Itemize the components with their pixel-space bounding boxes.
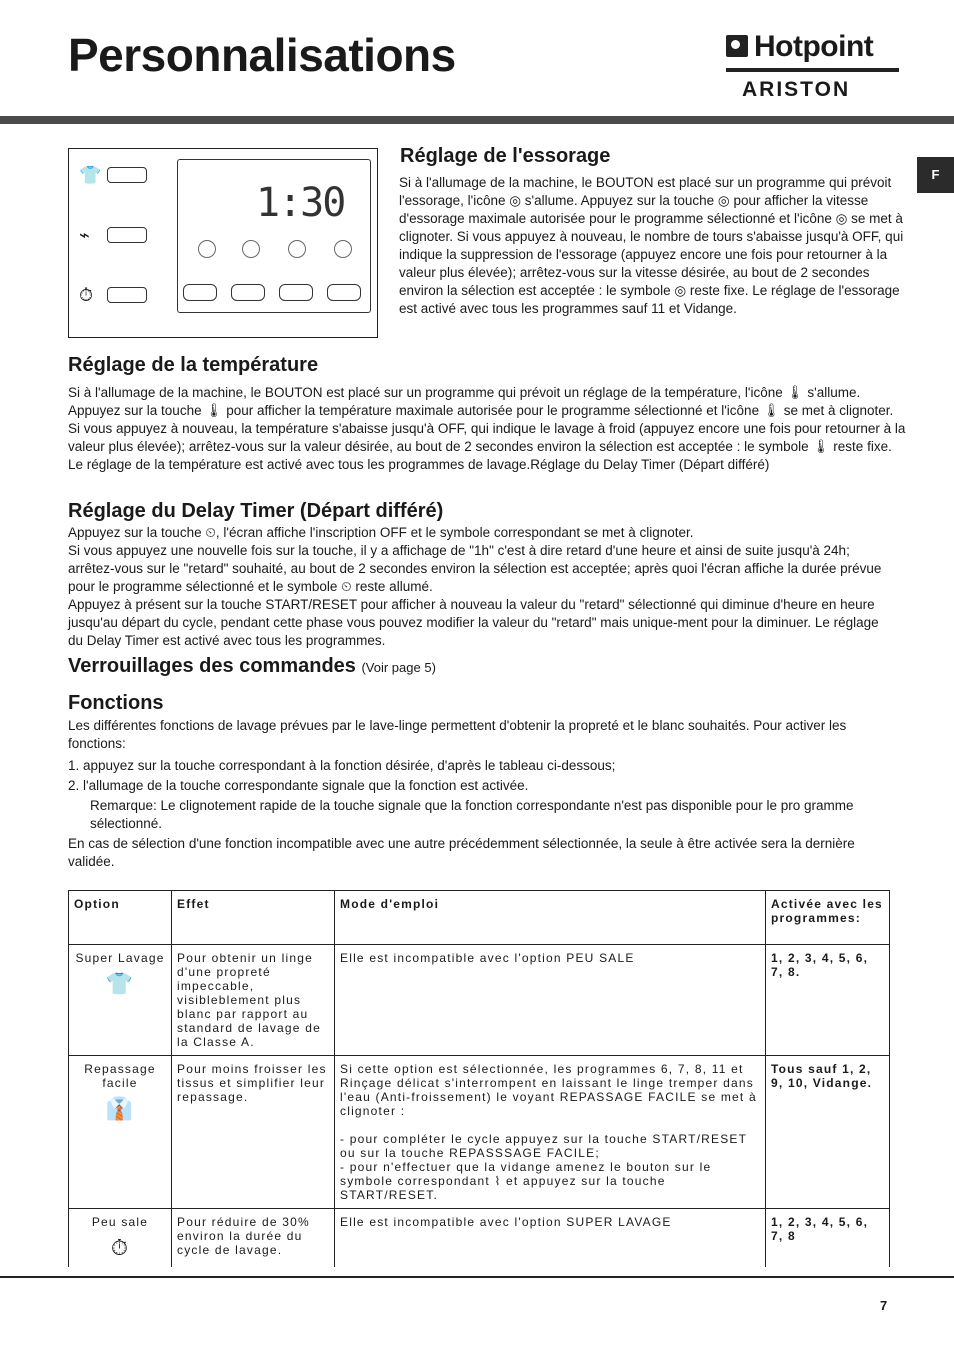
option-name: Peu sale bbox=[91, 1215, 149, 1229]
page-number: 7 bbox=[880, 1298, 888, 1313]
table-row bbox=[69, 1056, 890, 1209]
option-name: Repassage facile bbox=[84, 1062, 156, 1090]
option-cell bbox=[69, 945, 172, 1056]
display-button bbox=[279, 284, 313, 301]
logo-sub: ARISTON bbox=[742, 78, 851, 101]
panel-button bbox=[107, 227, 147, 243]
option-name: Super Lavage bbox=[75, 951, 165, 965]
essorage-body bbox=[399, 174, 904, 318]
programmes-cell: 1, 2, 3, 4, 5, 6, 7, 8 bbox=[766, 1209, 890, 1268]
temperature-body bbox=[68, 384, 908, 474]
table-header: Effet bbox=[172, 891, 335, 945]
delay-body bbox=[68, 524, 888, 650]
panel-button bbox=[107, 167, 147, 183]
section-title-temperature: Réglage de la température bbox=[68, 354, 319, 376]
shirt-stain-icon: 👕 bbox=[105, 971, 135, 996]
brand-logo bbox=[726, 30, 902, 102]
paragraph: Les différentes fonctions de lavage prévues par le lave-linge permettent d'obtenir la propreté et le blanc souhaités. Pour activer les fonctions: bbox=[68, 718, 847, 751]
paragraph: Si à l'allumage de la machine, le BOUTON est placé sur un programme qui prévoit un réglage de la température, l'icône 🌡 s'allume. Appuyez sur la touche 🌡 pour afficher la température maximale autorisée pour le programme sélectionné et l'icône 🌡 se met à clignoter. Si vous appuyez à nouveau, la température s'abaisse jusqu'à OFF, qui indique le lavage à froid (appuyez encore une fois pour retourner à la valeur plus élevée); arrêtez-vous sur la valeur désirée, au bout de 2 secondes environ la sélection est acceptée : le symbole 🌡 reste fixe. bbox=[68, 385, 906, 454]
shirt-stain-icon: 👕 bbox=[79, 165, 102, 185]
list-item: 1. appuyez sur la touche correspondant à la fonction désirée, d'après le tableau ci-dessous; bbox=[68, 758, 616, 773]
lcd-display bbox=[177, 159, 371, 313]
paragraph: Appuyez à présent sur la touche START/RESET pour afficher à nouveau la valeur du "retard" sélectionné qui diminue d'heure en heure jusqu'au départ du cycle, pendant cette phase vous pouvez modifier la valeur du "retard" mais unique-ment pour la diminuer. Le réglage du Delay Timer est activé avec tous les programmes. bbox=[68, 597, 879, 648]
programmes-cell: Tous sauf 1, 2, 9, 10, Vidange. bbox=[766, 1056, 890, 1209]
display-button bbox=[231, 284, 265, 301]
effet-cell: Pour obtenir un linge d'une propreté impeccable, visibleblement plus blanc par rapport au standard de lavage de la Classe A. bbox=[172, 945, 335, 1056]
header-rule bbox=[0, 116, 954, 124]
display-button bbox=[327, 284, 361, 301]
option-cell bbox=[69, 1056, 172, 1209]
option-cell bbox=[69, 1209, 172, 1268]
footer-rule bbox=[0, 1276, 954, 1278]
list-item: 2. l'allumage de la touche correspondante signale que la fonction est activée. bbox=[68, 778, 529, 793]
table-header: Activée avec les programmes: bbox=[766, 891, 890, 945]
effet-cell: Pour réduire de 30% environ la durée du cycle de lavage. bbox=[172, 1209, 335, 1268]
language-tab: F bbox=[917, 157, 954, 193]
quick-timer-icon: ⏱ bbox=[79, 285, 94, 305]
section-title-fonctions: Fonctions bbox=[68, 692, 164, 714]
display-time: 1:30 bbox=[256, 180, 345, 226]
table-header-row bbox=[69, 891, 890, 945]
spin-icon bbox=[198, 240, 216, 258]
section-title-delay: Réglage du Delay Timer (Départ différé) bbox=[68, 500, 444, 522]
mode-cell: Si cette option est sélectionnée, les programmes 6, 7, 8, 11 et Rinçage délicat s'interrompent en laissant le linge tremper dans l'eau (Anti-froissement) le voyant REPASSAGE FACILE se met à clignoter : - pour compléter le cycle appuyez sur la touche START/RESET ou sur la touche REPASSSAGE FACILE; - pour n'effectuer que la vidange amenez le bouton sur le symbole correspondant ⌇ et appuyez sur la touche START/RESET. bbox=[335, 1056, 766, 1209]
shirt-iron-icon: 👔 bbox=[105, 1096, 135, 1121]
panel-button bbox=[107, 287, 147, 303]
paragraph: En cas de sélection d'une fonction incompatible avec une autre précédemment sélectionnée, la seule à être activée sera la dernière validée. bbox=[68, 836, 855, 869]
table-header: Option bbox=[69, 891, 172, 945]
verrouillages-title: Verrouillages des commandes bbox=[68, 655, 356, 677]
page-reference: (Voir page 5) bbox=[361, 660, 436, 675]
paragraph: Si à l'allumage de la machine, le BOUTON est placé sur un programme qui prévoit l'essorage, l'icône ◎ s'allume. Appuyez sur la touche ◎ pour afficher la vitesse d'essorage maximale autorisée pour le programme sélectionné et l'icône ◎ se met à clignoter. Si vous appuyez à nouveau, le nombre de tours s'abaisse jusqu'à OFF, qui indique la suppression de l'essorage (appuyez encore une fois pour retourner à la valeur plus élevée); arrêtez-vous sur la vitesse désirée, au bout de 2 secondes environ la sélection est acceptée : le symbole ◎ reste fixe. Le réglage de l'essorage est activé avec tous les programmes sauf 11 et Vidange. bbox=[399, 175, 904, 316]
timer-icon bbox=[288, 240, 306, 258]
page-title: Personnalisations bbox=[68, 29, 456, 81]
lock-icon bbox=[334, 240, 352, 258]
logo-mark-icon bbox=[726, 35, 748, 57]
paragraph: Le réglage de la température est activé avec tous les programmes de lavage.Réglage du Delay Timer (Départ différé) bbox=[68, 457, 770, 472]
effet-cell: Pour moins froisser les tissus et simplifier leur repassage. bbox=[172, 1056, 335, 1209]
section-title-essorage: Réglage de l'essorage bbox=[400, 145, 611, 167]
logo-divider bbox=[726, 68, 899, 72]
table-row bbox=[69, 945, 890, 1056]
logo-brand: Hotpoint bbox=[754, 30, 874, 63]
table-header: Mode d'emploi bbox=[335, 891, 766, 945]
fonctions-body bbox=[68, 717, 890, 873]
mode-cell: Elle est incompatible avec l'option PEU SALE bbox=[335, 945, 766, 1056]
section-title-verrouillages bbox=[68, 655, 436, 678]
control-panel-illustration bbox=[68, 148, 378, 338]
paragraph: Appuyez sur la touche ⏲, l'écran affiche l'inscription OFF et le symbole correspondant se met à clignoter. bbox=[68, 525, 694, 540]
iron-icon: ⌁ bbox=[79, 225, 90, 245]
programmes-cell: 1, 2, 3, 4, 5, 6, 7, 8. bbox=[766, 945, 890, 1056]
mode-cell: Elle est incompatible avec l'option SUPER LAVAGE bbox=[335, 1209, 766, 1268]
quick-timer-icon: ⏱ bbox=[110, 1235, 130, 1260]
paragraph: Si vous appuyez une nouvelle fois sur la touche, il y a affichage de "1h" c'est à dire retard d'une heure et ainsi de suite jusqu'à 24h; arrêtez-vous sur le "retard" souhaité, au bout de 2 secondes environ la sélection est acceptée; après quoi l'écran affiche la durée prévue pour le programme sélectionné et le symbole ⏲ reste allumé. bbox=[68, 543, 882, 594]
options-table bbox=[68, 890, 890, 1267]
display-button bbox=[183, 284, 217, 301]
remark: Remarque: Le clignotement rapide de la touche signale que la fonction correspondante n'est pas disponible pour le pro gramme sélectionné. bbox=[90, 798, 854, 831]
table-row bbox=[69, 1209, 890, 1268]
temperature-icon bbox=[242, 240, 260, 258]
